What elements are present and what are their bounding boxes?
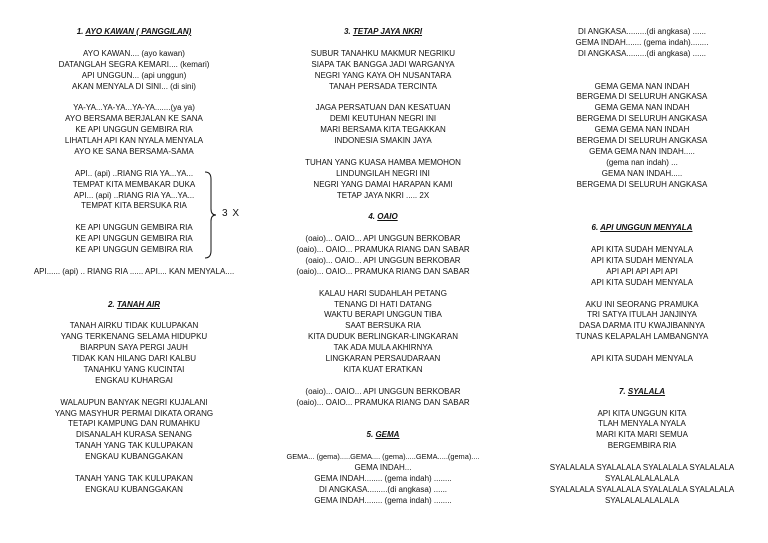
lyric-line: NEGRI YANG DAMAI HARAPAN KAMI (313, 179, 453, 189)
lyric-line: (oaio)... OAIO... API UNGGUN BERKOBAR (305, 255, 461, 265)
lyric-line: API KITA SUDAH MENYALA (591, 277, 693, 287)
lyric-line: API KITA SUDAH MENYALA (591, 354, 693, 363)
lyric-line: ENGKAU KUHARGAI (95, 375, 173, 385)
lyric-line: (oaio)... OAIO... PRAMUKA RIANG DAN SABAR (296, 245, 470, 254)
song-title (18, 300, 250, 310)
lyric-line: YANG TERKENANG SELAMA HIDUPKU (60, 332, 208, 342)
song-title (540, 387, 744, 397)
lyric-line: BERGEMBIRA RIA (607, 441, 677, 451)
lyric-line: AKAN MENYALA DI SINI... (di sini) (72, 81, 196, 91)
song-title-text: TETAP JAYA NKRI (352, 27, 423, 36)
lyric-line: NEGRI YANG KAYA OH NUSANTARA (314, 70, 452, 80)
song-number: 1. (76, 27, 86, 36)
lyric-line: INDONESIA SMAKIN JAYA (334, 136, 432, 145)
lyric-line: SIAPA TAK BANGGA JADI WARGANYA (311, 59, 455, 69)
lyric-line: TUHAN YANG KUASA HAMBA MEMOHON (305, 157, 461, 167)
lyric-line: KE API UNGGUN GEMBIRA RIA (75, 125, 193, 135)
lyric-line: (oaio)... OAIO... API UNGGUN BERKOBAR (305, 386, 461, 396)
lyric-line: API API API API API (606, 266, 678, 276)
lyric-line: DI ANGKASA.........(di angkasa) ...... (318, 484, 448, 494)
lyric-line: GEMA INDAH....... (gema indah)........ (575, 37, 709, 47)
lyric-line: GEMA INDAH........ (gema indah) ........ (314, 495, 452, 505)
lyric-line: BERGEMA DI SELURUH ANGKASA (576, 179, 708, 189)
song-title-text: API UNGGUN MENYALA (600, 223, 693, 233)
lyric-line: YANG MASYHUR PERMAI DIKATA ORANG (54, 408, 214, 418)
lyric-line: AYO BERSAMA BERJALAN KE SANA (65, 114, 203, 124)
lyric-line: KITA DUDUK BERLINGKAR-LINGKARAN (307, 332, 459, 342)
lyric-line: API KITA SUDAH MENYALA (591, 255, 693, 265)
song-title (540, 223, 744, 233)
lyric-line: API.. (api) ..RIANG RIA YA...YA... (74, 168, 194, 178)
song-title (274, 430, 492, 440)
lyric-line: SUBUR TANAHKU MAKMUR NEGRIKU (310, 48, 456, 58)
lyric-line: SYALALALA SYALALALA SYALALALA SYALALALA (549, 484, 735, 494)
song-title-text: OAIO (377, 212, 398, 222)
lyric-line: SAAT BERSUKA RIA (345, 321, 421, 331)
lyric-line: TLAH MENYALA NYALA (598, 419, 686, 429)
lyric-line: LIHATLAH API KAN NYALA MENYALA (64, 136, 204, 145)
lyric-line: GEMA NAN INDAH..... (601, 168, 683, 178)
lyric-line: KE API UNGGUN GEMBIRA RIA (75, 245, 193, 254)
lyric-line: LINGKARAN PERSAUDARAAN (325, 354, 441, 363)
lyric-line: TANAH YANG TAK KULUPAKAN (75, 441, 193, 451)
lyric-line: TUNAS KELAPALAH LAMBANGNYA (575, 332, 709, 342)
song-title (274, 212, 492, 222)
song-title-text: AYO KAWAN ( PANGGILAN) (85, 27, 192, 36)
lyric-line: TEMPAT KITA MEMBAKAR DUKA (72, 179, 196, 189)
lyric-line: DASA DARMA ITU KWAJIBANNYA (579, 321, 705, 331)
lyric-line: API KITA SUDAH MENYALA (591, 245, 693, 254)
lyric-line: API KITA UNGGUN KITA (597, 408, 687, 418)
lyric-line: GEMA GEMA NAN INDAH (594, 81, 690, 91)
song-title-text: TANAH AIR (116, 299, 160, 309)
lyric-line: MARI BERSAMA KITA TEGAKKAN (320, 125, 446, 135)
lyric-line: GEMA INDAH........ (gema indah) ........ (314, 473, 452, 483)
lyric-line: API UNGGUN... (api unggun) (81, 70, 187, 80)
lyric-line: TENANG DI HATI DATANG (334, 299, 432, 309)
lyric-line: DEMI KEUTUHAN NEGRI INI (329, 114, 437, 124)
lyric-line: TANAH PERSADA TERCINTA (328, 81, 438, 91)
lyric-line: AYO KAWAN.... (ayo kawan) (83, 48, 185, 58)
lyric-line: GEMA... (gema).....GEMA.... (gema).....GEMA.....(gema).... (286, 452, 480, 462)
lyric-line: (gema nan indah) ... (606, 157, 678, 167)
lyric-line: BERGEMA DI SELURUH ANGKASA (576, 136, 708, 145)
lyric-line: DI ANGKASA.........(di angkasa) ...... (577, 27, 707, 36)
lyric-line: (oaio)... OAIO... PRAMUKA RIANG DAN SABAR (296, 266, 470, 276)
lyric-line: TEMPAT KITA BERSUKA RIA (81, 201, 187, 211)
lyric-line: MARI KITA MARI SEMUA (596, 430, 688, 440)
lyric-line: WALAUPUN BANYAK NEGRI KUJALANI (60, 397, 208, 407)
song-number: 7. (618, 386, 628, 396)
lyric-line: KE API UNGGUN GEMBIRA RIA (75, 223, 193, 233)
lyric-line: JAGA PERSATUAN DAN KESATUAN (315, 103, 451, 113)
lyric-line: DATANGLAH SEGRA KEMARI.... (kemari) (58, 59, 210, 69)
lyric-line: TRI SATYA ITULAH JANJINYA (587, 310, 697, 320)
lyric-line: (oaio)... OAIO... PRAMUKA RIANG DAN SABAR (296, 397, 470, 407)
lyric-line: GEMA GEMA NAN INDAH..... (589, 146, 695, 156)
lyric-line: TANAH YANG TAK KULUPAKAN (75, 473, 193, 483)
song-number: 6. (591, 223, 601, 233)
lyric-line: WAKTU BERAPI UNGGUN TIBA (324, 310, 442, 320)
lyric-line: ENGKAU KUBANGGAKAN (85, 452, 183, 462)
lyric-line: AKU INI SEORANG PRAMUKA (585, 299, 699, 309)
lyric-line: GEMA GEMA NAN INDAH (594, 103, 690, 113)
song-number: 3. (343, 27, 353, 36)
lyric-line: LINDUNGILAH NEGRI INI (336, 168, 430, 178)
repeat-mark: 3 X (222, 208, 241, 219)
lyric-line: TANAH AIRKU TIDAK KULUPAKAN (69, 321, 199, 331)
song-title-text: SYALALA (627, 386, 666, 396)
lyric-line: (oaio)... OAIO... API UNGGUN BERKOBAR (305, 234, 461, 244)
lyric-line: ENGKAU KUBANGGAKAN (85, 484, 183, 494)
song-title-text: GEMA (375, 430, 400, 440)
lyric-line: SYALALALALALALA (604, 495, 680, 505)
lyric-line: DI ANGKASA.........(di angkasa) ...... (577, 48, 707, 58)
lyric-line: KALAU HARI SUDAHLAH PETANG (319, 288, 447, 298)
lyric-line: GEMA INDAH... (354, 463, 412, 472)
song-number: 2. (107, 299, 117, 309)
song-number: 5. (366, 430, 376, 440)
lyric-line: GEMA GEMA NAN INDAH (594, 125, 690, 135)
lyric-line: API...... (api) .. RIANG RIA ...... API.... KAN MENYALA.... (33, 266, 235, 276)
song-title (18, 27, 250, 37)
lyric-line: TAK ADA MULA AKHIRNYA (333, 343, 433, 353)
lyric-line: SYALALALA SYALALALA SYALALALA SYALALALA (549, 463, 735, 472)
lyric-line: API... (api) ..RIANG RIA YA...YA... (73, 190, 195, 200)
lyric-line: BIARPUN SAYA PERGI JAUH (80, 343, 188, 353)
lyric-line: TETAPI KAMPUNG DAN RUMAHKU (68, 419, 200, 429)
lyric-line: TANAHKU YANG KUCINTAI (83, 364, 185, 374)
song-title (274, 27, 492, 37)
lyric-line: YA-YA...YA-YA...YA-YA.......(ya ya) (73, 103, 195, 113)
lyric-line: SYALALALALALALA (604, 473, 680, 483)
lyric-line: KE API UNGGUN GEMBIRA RIA (75, 234, 193, 244)
lyric-line: AYO KE SANA BERSAMA-SAMA (74, 146, 194, 156)
lyric-line: KITA KUAT ERATKAN (343, 364, 423, 374)
lyric-line: TIDAK KAN HILANG DARI KALBU (71, 354, 197, 363)
song-number: 4. (368, 212, 378, 222)
lyric-line: BERGEMA DI SELURUH ANGKASA (576, 92, 708, 102)
lyric-line: BERGEMA DI SELURUH ANGKASA (576, 114, 708, 124)
repeat-brace-icon (203, 171, 217, 259)
lyric-line: TETAP JAYA NKRI ..... 2X (336, 190, 430, 200)
lyric-line: DISANALAH KURASA SENANG (75, 430, 193, 440)
